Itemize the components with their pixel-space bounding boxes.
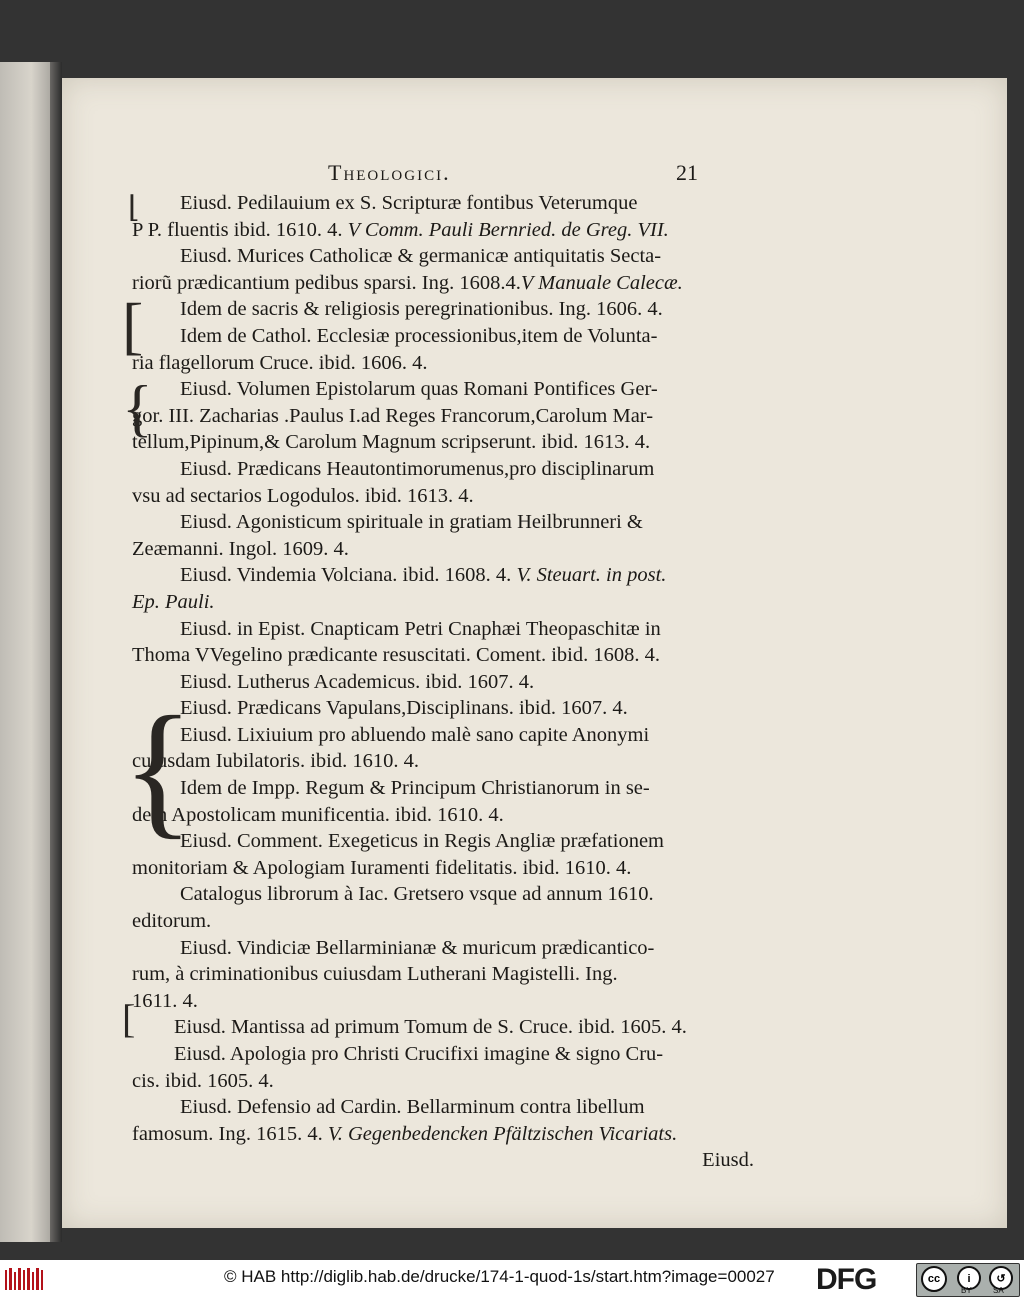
text-line: Eiusd. Vindemia Volciana. ibid. 1608. 4. V. Steuart. in post.	[180, 564, 667, 587]
cc-sa-label: SA	[993, 1286, 1004, 1295]
page-gutter	[50, 62, 62, 1242]
catchword: Eiusd.	[702, 1149, 754, 1172]
footer-credit-link[interactable]: © HAB http://diglib.hab.de/drucke/174-1-quod-1s/start.htm?image=00027	[224, 1267, 775, 1286]
text-line: Eiusd. Volumen Epistolarum quas Romani Pontifices Ger-	[180, 378, 658, 401]
page-header	[132, 160, 772, 190]
text-line: Eiusd. Defensio ad Cardin. Bellarminum contra libellum	[180, 1096, 645, 1119]
text-line: Ep. Pauli.	[132, 590, 215, 613]
text-line: Idem de sacris & religiosis peregrinationibus. Ing. 1606. 4.	[180, 298, 663, 321]
scanned-page	[62, 78, 1007, 1228]
page-number: 21	[676, 160, 698, 185]
text-line: Eiusd. Comment. Exegeticus in Regis Angliæ præfationem	[180, 830, 664, 853]
margin-bracket: [	[122, 290, 144, 361]
text-line: cuiusdam Iubilatoris. ibid. 1610. 4.	[132, 750, 419, 773]
running-head: Theologici.	[328, 160, 451, 185]
text-line: Eiusd. in Epist. Cnapticam Petri Cnaphæi Theopaschitæ in	[180, 617, 661, 640]
margin-bracket: ⌊	[128, 191, 140, 224]
text-line: Zeæmanni. Ingol. 1609. 4.	[132, 537, 349, 560]
text-line: gor. III. Zacharias .Paulus I.ad Reges Francorum,Carolum Mar-	[132, 404, 654, 427]
text-line: tellum,Pipinum,& Carolum Magnum scripserunt. ibid. 1613. 4.	[132, 431, 651, 454]
text-line: Eiusd. Murices Catholicæ & germanicæ antiquitatis Secta-	[180, 245, 662, 268]
dfg-logo: DFG	[816, 1263, 877, 1296]
text-line: Eiusd. Lixiuium pro abluendo malè sano capite Anonymi	[180, 723, 650, 746]
text-line: Eiusd. Vindiciæ Bellarminianæ & muricum prædicantico-	[180, 936, 655, 959]
text-line: Eiusd. Prædicans Heautontimorumenus,pro disciplinarum	[180, 457, 655, 480]
margin-bracket: {	[122, 372, 153, 443]
text-line: editorum.	[132, 910, 212, 933]
cc-license-badge[interactable]	[916, 1263, 1020, 1297]
hab-barcode-icon	[4, 1266, 44, 1292]
viewer-footer	[0, 1260, 1024, 1298]
share-alike-icon: ↺	[989, 1266, 1013, 1290]
text-line: Eiusd. Mantissa ad primum Tomum de S. Cruce. ibid. 1605. 4.	[174, 1016, 687, 1039]
text-line: vsu ad sectarios Logodulos. ibid. 1613. 4.	[132, 484, 474, 507]
text-line: Eiusd. Prædicans Vapulans,Disciplinans. ibid. 1607. 4.	[180, 697, 628, 720]
text-line: rum, à criminationibus cuiusdam Lutherani Magistelli. Ing.	[132, 963, 618, 986]
text-line: riorũ prædicantium pedibus sparsi. Ing. 1608.4.V Manuale Calecæ.	[132, 271, 683, 294]
text-line: 1611. 4.	[132, 989, 198, 1012]
margin-bracket: [	[122, 996, 136, 1041]
text-line: Eiusd. Lutherus Academicus. ibid. 1607. 4.	[180, 670, 535, 693]
text-line: Thoma VVegelino prædicante resuscitati. Coment. ibid. 1608. 4.	[132, 644, 660, 667]
cc-by-label: BY	[961, 1286, 972, 1295]
page-text	[132, 160, 772, 1174]
previous-page-edge	[0, 62, 52, 1242]
text-line: famosum. Ing. 1615. 4. V. Gegenbedencken Pfältzischen Vicariats.	[132, 1122, 678, 1145]
by-person-icon: i	[957, 1266, 981, 1290]
text-line: Idem de Cathol. Ecclesiæ processionibus,item de Volunta-	[180, 324, 658, 347]
text-line: Idem de Impp. Regum & Principum Christianorum in se-	[180, 777, 650, 800]
margin-bracket: {	[122, 686, 194, 852]
text-line: cis. ibid. 1605. 4.	[132, 1069, 274, 1092]
text-line: P P. fluentis ibid. 1610. 4. V Comm. Pauli Bernried. de Greg. VII.	[132, 218, 669, 241]
text-line: Catalogus librorum à Iac. Gretsero vsque ad annum 1610.	[180, 883, 654, 906]
text-line: ria flagellorum Cruce. ibid. 1606. 4.	[132, 351, 428, 374]
text-line: Eiusd. Pedilauium ex S. Scripturæ fontibus Veterumque	[180, 192, 638, 214]
text-line: Eiusd. Apologia pro Christi Crucifixi imagine & signo Cru-	[174, 1043, 664, 1065]
text-line: dem Apostolicam munificentia. ibid. 1610. 4.	[132, 803, 504, 826]
text-line: monitoriam & Apologiam Iuramenti fidelitatis. ibid. 1610. 4.	[132, 856, 632, 879]
cc-icon: cc	[921, 1266, 947, 1292]
text-line: Eiusd. Agonisticum spirituale in gratiam Heilbrunneri &	[180, 511, 643, 534]
